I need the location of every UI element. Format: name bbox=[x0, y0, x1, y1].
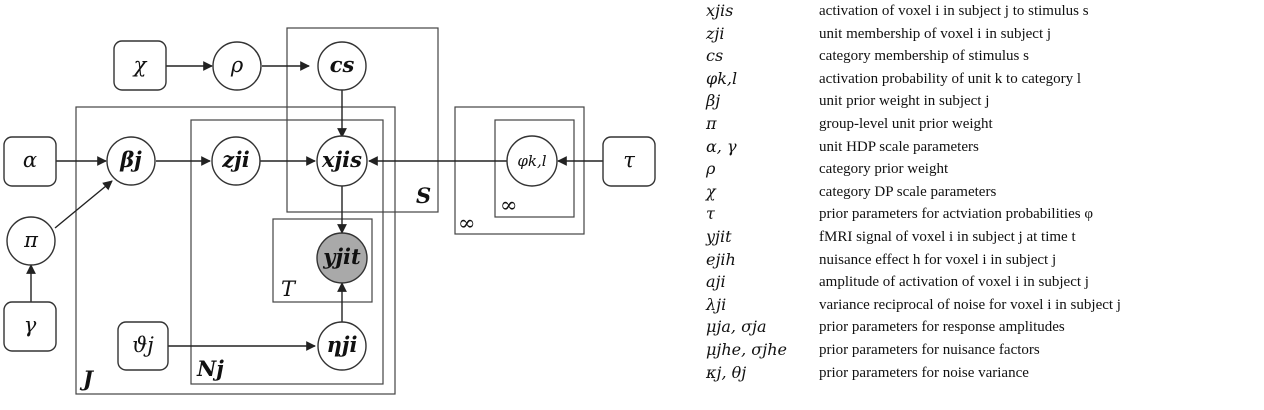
legend-description: activation probability of unit k to category l bbox=[819, 70, 1082, 87]
legend-description: prior parameters for nuisance factors bbox=[819, 341, 1040, 358]
plate-label-J: J bbox=[83, 366, 93, 391]
legend-symbol: φk,l bbox=[706, 68, 738, 88]
legend-row bbox=[706, 181, 1262, 204]
legend-row bbox=[706, 136, 1262, 159]
legend-description: group-level unit prior weight bbox=[819, 115, 993, 132]
legend-row bbox=[706, 45, 1262, 68]
plate-label-Nj: Nj bbox=[197, 356, 224, 381]
label-beta: βj bbox=[120, 147, 142, 172]
legend-symbol: μja, σja bbox=[706, 317, 767, 337]
label-chi: χ bbox=[133, 53, 147, 77]
legend-symbol: zji bbox=[706, 23, 725, 43]
legend-row bbox=[706, 203, 1262, 226]
legend-description: category DP scale parameters bbox=[819, 183, 997, 200]
legend-description: unit prior weight in subject j bbox=[819, 93, 990, 110]
label-eta: ηji bbox=[326, 332, 358, 357]
legend-row bbox=[706, 362, 1262, 385]
legend-description: prior parameters for response amplitudes bbox=[819, 319, 1065, 336]
legend-row bbox=[706, 271, 1262, 294]
legend-description: unit membership of voxel i in subject j bbox=[819, 25, 1052, 42]
legend-row bbox=[706, 249, 1262, 272]
plate-label-infinity-inner: ∞ bbox=[500, 193, 518, 217]
legend-symbol: α, γ bbox=[706, 136, 737, 156]
label-gamma: γ bbox=[23, 313, 37, 337]
label-phi: φk,l bbox=[517, 152, 547, 170]
legend-symbol: yjit bbox=[706, 226, 732, 246]
label-cs: cs bbox=[329, 52, 355, 77]
legend-description: variance reciprocal of noise for voxel i in subject j bbox=[819, 296, 1121, 313]
legend-symbol: τ bbox=[706, 204, 715, 224]
edge-pi-beta bbox=[55, 181, 112, 228]
legend-symbol: aji bbox=[706, 272, 726, 292]
label-pi: π bbox=[24, 228, 38, 252]
legend-row bbox=[706, 316, 1262, 339]
legend-symbol: βj bbox=[706, 91, 721, 111]
legend-row bbox=[706, 294, 1262, 317]
label-vartheta: ϑj bbox=[132, 333, 154, 357]
plate-label-T: T bbox=[281, 277, 296, 301]
legend-symbol: χ bbox=[706, 181, 716, 201]
label-rho: ρ bbox=[230, 53, 244, 77]
legend-row bbox=[706, 68, 1262, 91]
legend-row bbox=[706, 158, 1262, 181]
legend-symbol: π bbox=[706, 113, 717, 133]
legend-row bbox=[706, 23, 1262, 46]
legend-row bbox=[706, 0, 1262, 23]
legend-row bbox=[706, 90, 1262, 113]
legend-symbol: λji bbox=[706, 294, 727, 314]
legend-description: nuisance effect h for voxel i in subject j bbox=[819, 251, 1057, 268]
legend-row bbox=[706, 226, 1262, 249]
label-yjit: yjit bbox=[323, 244, 361, 269]
legend-row bbox=[706, 113, 1262, 136]
plate-label-S: S bbox=[416, 183, 432, 208]
label-zji: zji bbox=[222, 147, 250, 172]
legend-description: prior parameters for noise variance bbox=[819, 364, 1029, 381]
plate-label-infinity-outer: ∞ bbox=[458, 211, 476, 235]
legend-description: category prior weight bbox=[819, 161, 949, 178]
legend-description: amplitude of activation of voxel i in subject j bbox=[819, 274, 1089, 291]
legend-symbol: ejih bbox=[706, 249, 736, 269]
legend-symbol: ρ bbox=[706, 159, 716, 179]
legend-description: activation of voxel i in subject j to stimulus s bbox=[819, 3, 1089, 19]
legend-symbol: xjis bbox=[706, 1, 734, 20]
legend-description: category membership of stimulus s bbox=[819, 48, 1029, 65]
symbol-legend bbox=[706, 0, 1262, 384]
legend-description: fMRI signal of voxel i in subject j at time t bbox=[819, 228, 1076, 245]
legend-symbol: cs bbox=[706, 46, 724, 66]
legend-symbol: μjhe, σjhe bbox=[706, 339, 787, 359]
label-xjis: xjis bbox=[322, 147, 362, 172]
legend-row bbox=[706, 339, 1262, 362]
label-alpha: α bbox=[22, 148, 38, 172]
legend-symbol: κj, θj bbox=[706, 362, 747, 382]
legend-description: unit HDP scale parameters bbox=[819, 138, 979, 155]
legend-description: prior parameters for actviation probabilities φ bbox=[819, 206, 1093, 223]
label-tau: τ bbox=[623, 148, 635, 172]
